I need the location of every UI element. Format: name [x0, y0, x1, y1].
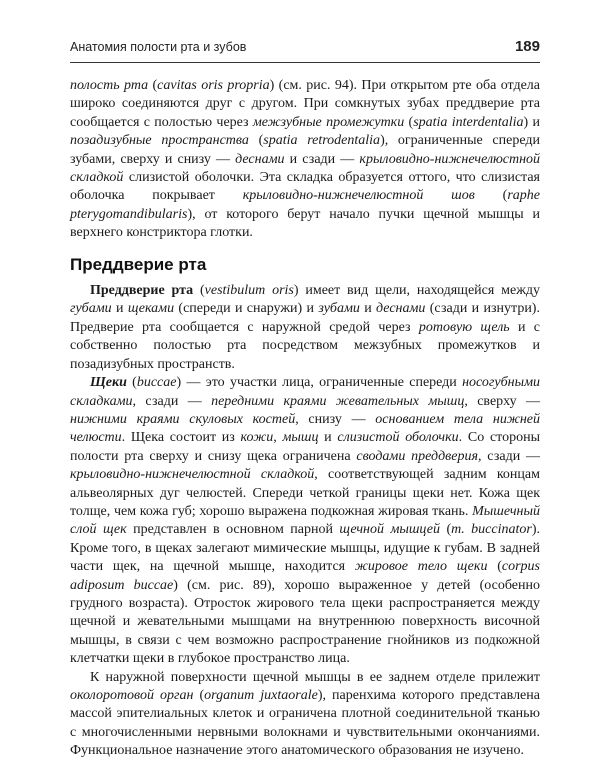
latin-term: spatia retrodentalia: [263, 133, 381, 149]
text-run: (: [193, 688, 205, 703]
term: слизистой оболочки: [337, 430, 459, 446]
text-run: (спереди и снаружи) и: [174, 301, 319, 317]
term: околоротовой орган: [70, 688, 194, 703]
latin-term: cavitas oris propria: [157, 78, 270, 93]
term: Мышечный слой щек: [70, 503, 540, 538]
term: сводами преддверия: [356, 448, 478, 464]
text-run: (сзади и изнутри). Предверие рта сообщается с наружной средой через: [70, 301, 540, 335]
book-page: [70, 38, 540, 761]
body-text: [70, 77, 540, 761]
text-run: (: [148, 78, 158, 93]
text-run: ), ограниченные спереди зубами, сверху и снизу —: [70, 133, 540, 167]
text-run: , снизу —: [295, 411, 376, 427]
term: жировое тело щеки: [354, 559, 488, 575]
term: щечной мышцей: [339, 522, 440, 538]
term: передними краями жевательных мышц: [211, 393, 465, 409]
term: крыловидно-нижнечелюстной складкой: [70, 151, 541, 186]
text-run: . Щека состоит из: [121, 430, 241, 446]
text-run: К наружной поверхности щечной мышцы в ее заднем отделе прилежит: [90, 669, 540, 685]
term: деснами: [376, 301, 426, 317]
latin-term: m. buccinator: [451, 522, 532, 538]
term: зубами: [318, 301, 360, 317]
text-run: (: [474, 188, 508, 204]
term: крыловидно-нижнечелюстной складкой: [70, 467, 315, 483]
text-run: (: [126, 375, 137, 391]
term: деснами: [235, 151, 285, 167]
latin-term: raphe pterygomandibularis: [70, 188, 540, 222]
text-run: ) (см. рис. 89), хорошо выраженное у детей (особенно грудного возраста). Отросток жирового тела щеки распространяется между щечной и жевательными мышцами на внутреннюю поверхность височной мышцы, в связи с чем возможно распространение гнойников из подкожной клетчатки щеки в глубокое пространство лица.: [70, 577, 540, 667]
term: губами: [70, 301, 112, 317]
term: кожи: [240, 430, 274, 446]
text-run: (: [404, 114, 414, 130]
latin-term: spatia interdentalia: [413, 114, 524, 130]
term: ротовую щель: [418, 319, 510, 335]
text-run: (: [248, 133, 264, 149]
text-run: представлен в основном парной: [126, 522, 340, 538]
latin-term: vestibulum oris: [204, 283, 294, 299]
text-run: и: [111, 301, 128, 317]
text-run: , сзади —: [477, 448, 540, 464]
text-run: слизистой оболочки. Эта складка образуется оттого, что слизистая оболочка покрывает: [70, 170, 540, 204]
text-run: (: [440, 522, 452, 538]
section-heading: Преддверие рта: [70, 254, 207, 274]
text-run: ) — это участки лица, ограниченные спереди: [176, 375, 463, 391]
text-run: (: [487, 559, 502, 575]
latin-term: organum juxtaorale: [204, 688, 318, 703]
paragraph-vestibule: [70, 282, 540, 374]
term: нижними краями скуловых костей: [70, 411, 296, 427]
term: мышц: [282, 430, 319, 446]
paragraph-cheeks: [70, 374, 540, 669]
term: щеками: [127, 301, 175, 317]
page-number: 189: [514, 38, 540, 55]
running-title: Анатомия полости рта и зубов: [70, 40, 247, 54]
text-run: . Со стороны полости рта сверху и снизу щека ограничена: [70, 430, 540, 464]
text-run: , соответствующей задним концам альвеолярных дуг челюстей. Спереди четкой границы щеки нет. Кожа щек толще, чем кожа губ; хорошо выражена подкожная жировая ткань.: [70, 467, 540, 519]
term: позадизубные пространства: [70, 133, 249, 149]
text-run: и: [318, 430, 338, 446]
text-run: и сзади —: [284, 151, 360, 167]
bold-term: Преддверие рта: [90, 283, 194, 299]
latin-term: buccae: [136, 375, 177, 391]
term: крыловидно-нижнечелюстной шов: [242, 188, 475, 204]
text-run: и с собственно полостью рта посредством межзубных промежутков и позадизубных пространств.: [70, 319, 540, 372]
text-run: ) имеет вид щели, находящейся между: [293, 283, 540, 299]
text-run: ) и: [523, 114, 540, 130]
text-run: (: [193, 283, 205, 299]
term: носогубными складками: [70, 375, 540, 409]
text-run: ). Кроме того, в щеках залегают мимические мышцы, идущие к губам. В задней части щек, на щечной мышце, находится: [70, 522, 541, 575]
text-run: ), паренхима которого представлена массой эпителиальных клеток и ограничена плотной соединительной тканью с многочисленными нервными волокнами и чувствительными окончаниями. Функциональное назначение этого анатомического образования не изучено.: [70, 688, 540, 759]
term: межзубные промежутки: [252, 114, 405, 130]
bold-term: Щеки: [90, 375, 127, 391]
paragraph-oral-cavity-continued: [70, 77, 540, 243]
text-run: , сзади —: [132, 393, 212, 409]
text-run: и: [359, 301, 377, 317]
term: основанием тела нижней челюсти: [70, 411, 540, 446]
text-run: ,: [273, 430, 283, 446]
paragraph-juxtaoral-organ: [70, 669, 540, 761]
text-run: , сверху —: [464, 393, 540, 409]
latin-term: corpus adiposum buccae: [70, 559, 540, 593]
text-run: ), от которого берут начало пучки щечной мышцы и верхнего констриктора глотки.: [70, 206, 540, 241]
term: полость рта: [70, 78, 149, 93]
running-header: [70, 38, 540, 63]
text-run: ) (см. рис. 94). При открытом рте оба отдела широко соединяются друг с другом. При сомкнутых зубах преддверие рта сообщается с полостью через: [70, 78, 540, 130]
